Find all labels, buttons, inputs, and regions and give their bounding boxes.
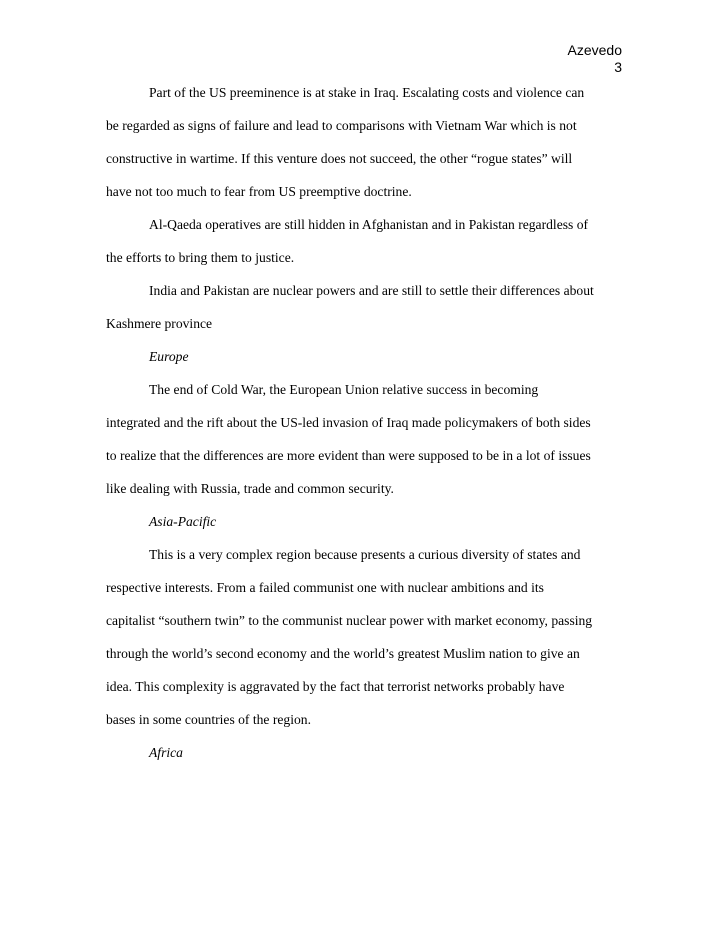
text-line: respective interests. From a failed communist one with nuclear ambitions and its bbox=[106, 580, 544, 595]
text-line: bases in some countries of the region. bbox=[106, 712, 311, 727]
section-heading-europe: Europe bbox=[149, 349, 189, 364]
page-number: 3 bbox=[614, 59, 622, 75]
running-header bbox=[568, 42, 622, 76]
text-line: like dealing with Russia, trade and common security. bbox=[106, 481, 394, 496]
section-heading-africa: Africa bbox=[149, 745, 183, 760]
text-line: Kashmere province bbox=[106, 316, 213, 331]
text-line: idea. This complexity is aggravated by the fact that terrorist networks probably have bbox=[106, 679, 565, 694]
text-line: Al-Qaeda operatives are still hidden in Afghanistan and in Pakistan regardless of bbox=[149, 217, 589, 232]
text-line: be regarded as signs of failure and lead to comparisons with Vietnam War which is not bbox=[106, 118, 577, 133]
text-line: have not too much to fear from US preemptive doctrine. bbox=[106, 184, 412, 199]
author-name: Azevedo bbox=[567, 42, 622, 58]
text-line: the efforts to bring them to justice. bbox=[106, 250, 295, 265]
section-heading-asia-pacific: Asia-Pacific bbox=[149, 514, 217, 529]
text-line: The end of Cold War, the European Union relative success in becoming bbox=[149, 382, 539, 397]
text-line: capitalist “southern twin” to the communist nuclear power with market economy, passing bbox=[106, 613, 593, 628]
text-line: through the world’s second economy and the world’s greatest Muslim nation to give an bbox=[106, 646, 580, 661]
text-line: India and Pakistan are nuclear powers and are still to settle their differences about bbox=[149, 283, 594, 298]
text-line: integrated and the rift about the US-led invasion of Iraq made policymakers of both sides bbox=[106, 415, 591, 430]
text-line: This is a very complex region because presents a curious diversity of states and bbox=[149, 547, 581, 562]
text-line: constructive in wartime. If this venture does not succeed, the other “rogue states” will bbox=[106, 151, 573, 166]
text-line: Part of the US preeminence is at stake in Iraq. Escalating costs and violence can bbox=[149, 85, 585, 100]
text-line: to realize that the differences are more evident than were supposed to be in a lot of issues bbox=[106, 448, 591, 463]
